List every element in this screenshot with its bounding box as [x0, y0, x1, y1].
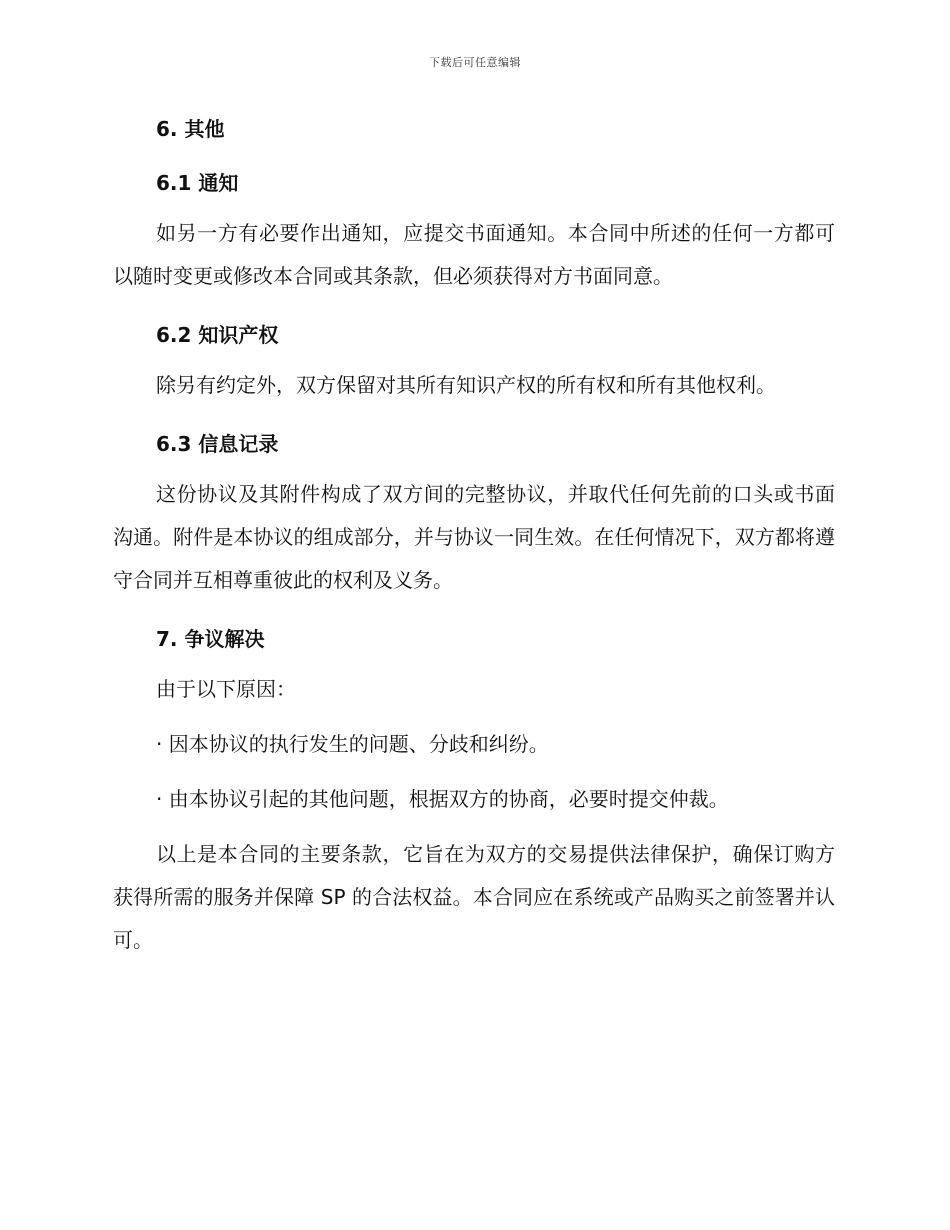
closing-paragraph: 以上是本合同的主要条款，它旨在为双方的交易提供法律保护，确保订购方获得所需的服务并保障 SP 的合法权益。本合同应在系统或产品购买之前签署并认可。 — [113, 842, 835, 952]
section-6-heading: 6. 其他 — [156, 117, 225, 141]
section-7-intro: 由于以下原因： — [156, 677, 296, 701]
section-6-3-heading: 6.3 信息记录 — [156, 432, 279, 456]
section-7-bullet-1: · 因本协议的执行发生的问题、分歧和纠纷。 — [156, 732, 549, 756]
document-body — [113, 112, 835, 962]
section-7-bullet-2: · 由本协议引起的其他问题，根据双方的协商，必要时提交仲裁。 — [156, 787, 729, 811]
section-6-1-paragraph: 如另一方有必要作出通知，应提交书面通知。本合同中所述的任何一方都可以随时变更或修改本合同或其条款，但必须获得对方书面同意。 — [113, 221, 835, 288]
page-header-note: 下载后可任意编辑 — [429, 56, 521, 69]
section-6-2-heading: 6.2 知识产权 — [156, 323, 279, 347]
section-6-1-heading: 6.1 通知 — [156, 171, 239, 195]
section-7-heading: 7. 争议解决 — [156, 627, 265, 651]
section-6-2-paragraph: 除另有约定外，双方保留对其所有知识产权的所有权和所有其他权利。 — [156, 373, 776, 397]
section-6-3-paragraph: 这份协议及其附件构成了双方间的完整协议，并取代任何先前的口头或书面沟通。附件是本协议的组成部分，并与协议一同生效。在任何情况下，双方都将遵守合同并互相尊重彼此的权利及义务。 — [113, 482, 835, 592]
